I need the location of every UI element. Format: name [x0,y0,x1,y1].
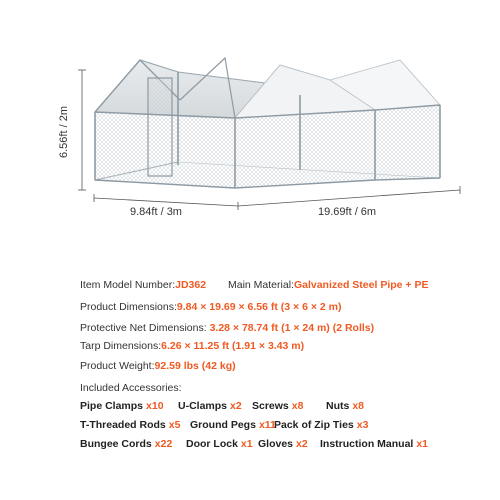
accessory-item: Screws x8 [252,400,304,412]
spec-label: Product Weight: [80,360,155,372]
product-diagram [0,0,500,240]
accessory-item: Pipe Clamps x10 [80,400,164,412]
accessory-item: T-Threaded Rods x5 [80,419,181,431]
spec-label: Product Dimensions: [80,301,177,313]
accessory-item: Pack of Zip Ties x3 [274,419,369,431]
accessories-title: Included Accessories: [80,382,182,394]
spec-value: Galvanized Steel Pipe + PE [293,279,429,291]
height-label: 6.56ft / 2m [58,106,70,158]
accessory-item: Door Lock x1 [186,438,253,450]
length-label: 19.69ft / 6m [318,206,377,218]
accessory-item: Ground Pegs x11 [190,419,276,431]
height-dimension [56,82,72,182]
accessories-row [80,439,500,453]
spec-value: 6.26 × 11.25 ft (1.91 × 3.43 m) [161,340,305,352]
spec-value: 92.59 lbs (42 kg) [154,360,236,372]
spec-label: Main Material: [228,279,294,291]
spec-value: 3.28 × 78.74 ft (1 × 24 m) (2 Rolls) [209,322,375,334]
width-label: 9.84ft / 3m [130,206,182,218]
spec-label: Item Model Number: [80,279,176,291]
accessories-row [80,401,500,415]
spec-weight [80,361,236,372]
accessory-item: Bungee Cords x22 [80,438,173,450]
spec-label: Tarp Dimensions: [80,340,162,352]
spec-tarp-dimensions [80,341,304,352]
spec-model [80,280,206,291]
accessory-item: U-Clamps x2 [178,400,242,412]
accessory-item: Instruction Manual x1 [320,438,429,450]
spec-material [228,280,428,291]
accessory-item: Nuts x8 [326,400,365,412]
spec-label: Protective Net Dimensions: [80,322,207,334]
spec-value: JD362 [175,279,207,291]
spec-value: 9.84 × 19.69 × 6.56 ft (3 × 6 × 2 m) [176,301,342,313]
spec-product-dimensions [80,302,341,313]
accessory-item: Gloves x2 [258,438,308,450]
accessories-row [80,420,500,434]
spec-net-dimensions [80,323,374,334]
chicken-coop-illustration [0,0,500,240]
